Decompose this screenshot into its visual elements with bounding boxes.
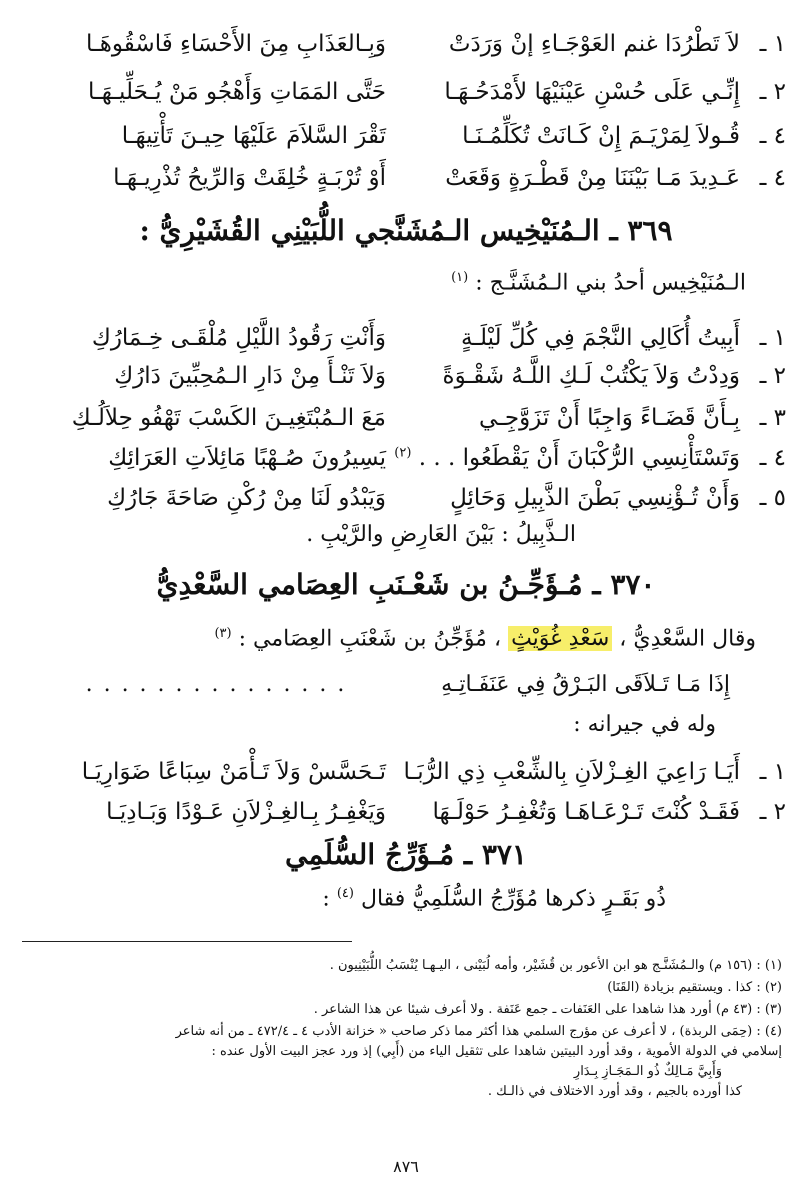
verse-row [22, 356, 786, 396]
footnote: (٤) : (حِمَى الربذة) ، لا أعرف عن مؤرج السلمي هذا أكثر مما ذكر صاحب « خزانة الأدب ٤ ـ ٤٧٢/٤ ـ من أنه شاعر [175, 1024, 782, 1039]
footnote-marker: (١) [451, 270, 469, 285]
footnote: (١) : (١٥٦ م) والـمُشَنَّـج هو ابن الأعور بن قُشَيْر، وأمه لُبَيْنى ، اليـهـا يُنْسَبُ اللُّبَيْنِيون . [329, 958, 782, 973]
verse-second-hemistich: وَيَغْفِـرُ بِـالغِـزْلاَنِ عَـوْدًا وَبَـادِيَـا [106, 799, 386, 825]
section-intro [20, 270, 786, 306]
verse-first-hemistich: بِـأَنَّ قَضَـاءً وَاجِبًا أَنْ تَزَوَّجِـي [478, 405, 740, 431]
verse-number: ٢ ـ [759, 799, 786, 825]
verse-first-hemistich [394, 445, 740, 471]
verse-first-hemistich: قُـولاَ لِمَرْيَـمَ إِنْ كَـانَتْ تُكَلِّمُـنَـا [462, 123, 740, 149]
verse-row [22, 438, 786, 478]
footnote: (٣) : (٤٣ م) أورد هذا شاهدا على العَنَفات ـ جمع عَنَفة . ولا أعرف شيئا عن هذا الشاعر . [313, 1002, 782, 1017]
footnote-marker: (٢) [394, 445, 412, 461]
footnote-quote: وَأَبِيَّ مَـالِكٌ ذُو الـمَجَـازِ بِـدَارِ [573, 1064, 722, 1079]
verse-second-hemistich: أَوْ تُرْبَـةٍ خُلِقَتْ وَالرِّيحُ تُذْرِيـهَـا [113, 165, 386, 191]
section-intro [20, 886, 786, 922]
verse-second-hemistich: وَبِـالعَذَابِ مِنَ الأَحْسَاءِ فَاسْقُوهَـا [86, 31, 386, 57]
verse-row [22, 116, 786, 156]
verse-number: ١ ـ [759, 31, 786, 57]
intro-text: ذُو بَقَـرٍ ذكرها مُؤَرِّجُ السُّلَمِيُّ فقال [360, 886, 666, 912]
footnote-marker: (٣) [214, 626, 232, 641]
verse-first-hemistich: عَـدِيدَ مَـا بَيْنَنَا مِنْ قَطْـرَةٍ وَقَعَتْ [445, 165, 740, 191]
subheading-line: وله في جيرانه : [573, 712, 716, 737]
partial-verse-row [22, 672, 786, 708]
footnote-marker: (٤) [336, 886, 354, 901]
verse-first-hemistich: لاَ تَطْرُدَا غنم العَوْجَـاءِ إنْ وَرَدَتْ [448, 31, 740, 57]
verse-second-hemistich: وَأَنْتِ رَقُودُ اللَّيْلِ مُلْقَـى خِـمَارُكِ [91, 325, 386, 351]
verse-number: ٥ ـ [759, 485, 786, 511]
verse-first-hemistich: فَقَـدْ كُنْتَ تَـرْعَـاهَـا وَتُغْفِـرُ حَوْلَـهَا [432, 799, 740, 825]
verse-second-hemistich: يَسِيرُونَ صُـهْبًا مَائِلاَتِ العَرَائِكِ [108, 445, 386, 471]
footnote: إسلامي في الدولة الأموية ، وقد أورد البيتين شاهدا على تثقيل الياء من (أَبِي) إذ ورد عجز البيت الأول عنده : [211, 1044, 782, 1059]
intro-text: وقال السَّعْدِيُّ ، [619, 626, 756, 652]
section-intro [20, 626, 786, 662]
intro-colon: : [322, 886, 330, 912]
verse-number: ٤ ـ [759, 445, 786, 471]
section-heading: ٣٦٩ ـ الـمُنَيْخِيس الـمُشَنَّجي اللُّبَيْنِي القُشَيْرِيُّ : [139, 214, 673, 247]
verse-row [22, 398, 786, 438]
verse-first-hemistich: إِنِّـي عَلَى حُسْنِ عَيْنَيْهَا لأَمْدَحُـهَـا [444, 79, 740, 105]
verse-second-hemistich: مَعَ الـمُبْتَغِيـنَ الكَسْبَ تَهْفُو حِلاَلُـكِ [71, 405, 386, 431]
verse-first-hemistich: أَيَـا رَاعِيَ الغِـزْلاَنِ بِالشِّعْبِ ذِي الرُّبَـا [403, 759, 740, 785]
section-heading: ٣٧٠ ـ مُـؤَجِّـنُ بن شَعْـنَبِ العِصَامي السَّعْدِيُّ [156, 568, 656, 601]
verse-number: ٣ ـ [759, 405, 786, 431]
verse-second-hemistich: حَتَّى المَمَاتِ وَأَهْجُو مَنْ يُـحَلِّيـهَـا [87, 79, 386, 105]
verse-row [22, 24, 786, 64]
footnote-divider [22, 941, 352, 942]
highlighted-phrase: سَعْدِ غُوَيْثٍ [508, 626, 612, 651]
verse-second-hemistich: وَيَبْدُو لَنَا مِنْ رُكْنِ صَاحَةَ جَارُكِ [107, 485, 386, 511]
verse-first-hemistich: وَدِدْتُ وَلاَ يَكْتُبْ لَـكِ اللَّـهُ شَقْـوَةً [442, 363, 740, 389]
verse-row [22, 752, 786, 792]
verse-row [22, 478, 786, 518]
verse-number: ٤ ـ [759, 165, 786, 191]
verse-row [22, 318, 786, 358]
verse-number: ٤ ـ [759, 123, 786, 149]
verse-first-hemistich: وَأَنْ تُـؤْنِسِي بَطْنَ الذَّبِيلِ وَحَائِلٍ [450, 485, 740, 511]
verse-row [22, 72, 786, 112]
verse-second-hemistich: تَقْرَ السَّلاَمَ عَلَيْهَا حِيـنَ تَأْتِيهَـا [121, 123, 386, 149]
verse-row [22, 792, 786, 832]
footnote: (٢) : كذا . ويستقيم بزيادة (القَنَا) [607, 980, 782, 995]
verse-first-hemistich: أَبِيتُ أُكَالِي النَّجْمَ فِي كُلِّ لَيْلَـةٍ [460, 325, 740, 351]
verse-number: ١ ـ [759, 759, 786, 785]
verse-first-hemistich: إِذَا مَـا تَـلاَقَى البَـرْقُ فِي عَنَفَـاتِـهِ [441, 672, 730, 697]
section-heading: ٣٧١ ـ مُـؤَرِّجُ السُّلَمِي [285, 838, 527, 871]
footnote: كذا أورده بالجيم ، وقد أورد الاختلاف في ذالـك . [487, 1084, 742, 1099]
verse-second-hemistich: وَلاَ تَنْـأَ مِنْ دَارِ الـمُحِبِّينَ دَارُكِ [114, 363, 386, 389]
page-number: ٨٧٦ [393, 1157, 419, 1176]
hemistich-text: وَتَسْتَأْنِسِي الرُّكْبَانَ أَنْ يَقْطَعُوا . . . [418, 445, 740, 471]
elided-hemistich: . . . . . . . . . . . . . . . [85, 672, 347, 697]
verse-number: ٢ ـ [759, 79, 786, 105]
verse-second-hemistich: تَـحَسَّسْ وَلاَ تَـأْمَنْ سِبَاعًا ضَوَارِيَـا [81, 759, 386, 785]
verse-number: ٢ ـ [759, 363, 786, 389]
verse-number: ١ ـ [759, 325, 786, 351]
verse-row [22, 158, 786, 198]
intro-text: ، مُؤَجِّنُ بن شَعْنَبِ العِصَامي : [238, 626, 502, 652]
intro-text: الـمُنَيْخِيس أحدُ بني الـمُشَنَّـج : [475, 270, 746, 296]
gloss-line: الـذَّبِيلُ : بَيْنَ العَارِضِ والرَّيْبِ . [306, 522, 576, 547]
